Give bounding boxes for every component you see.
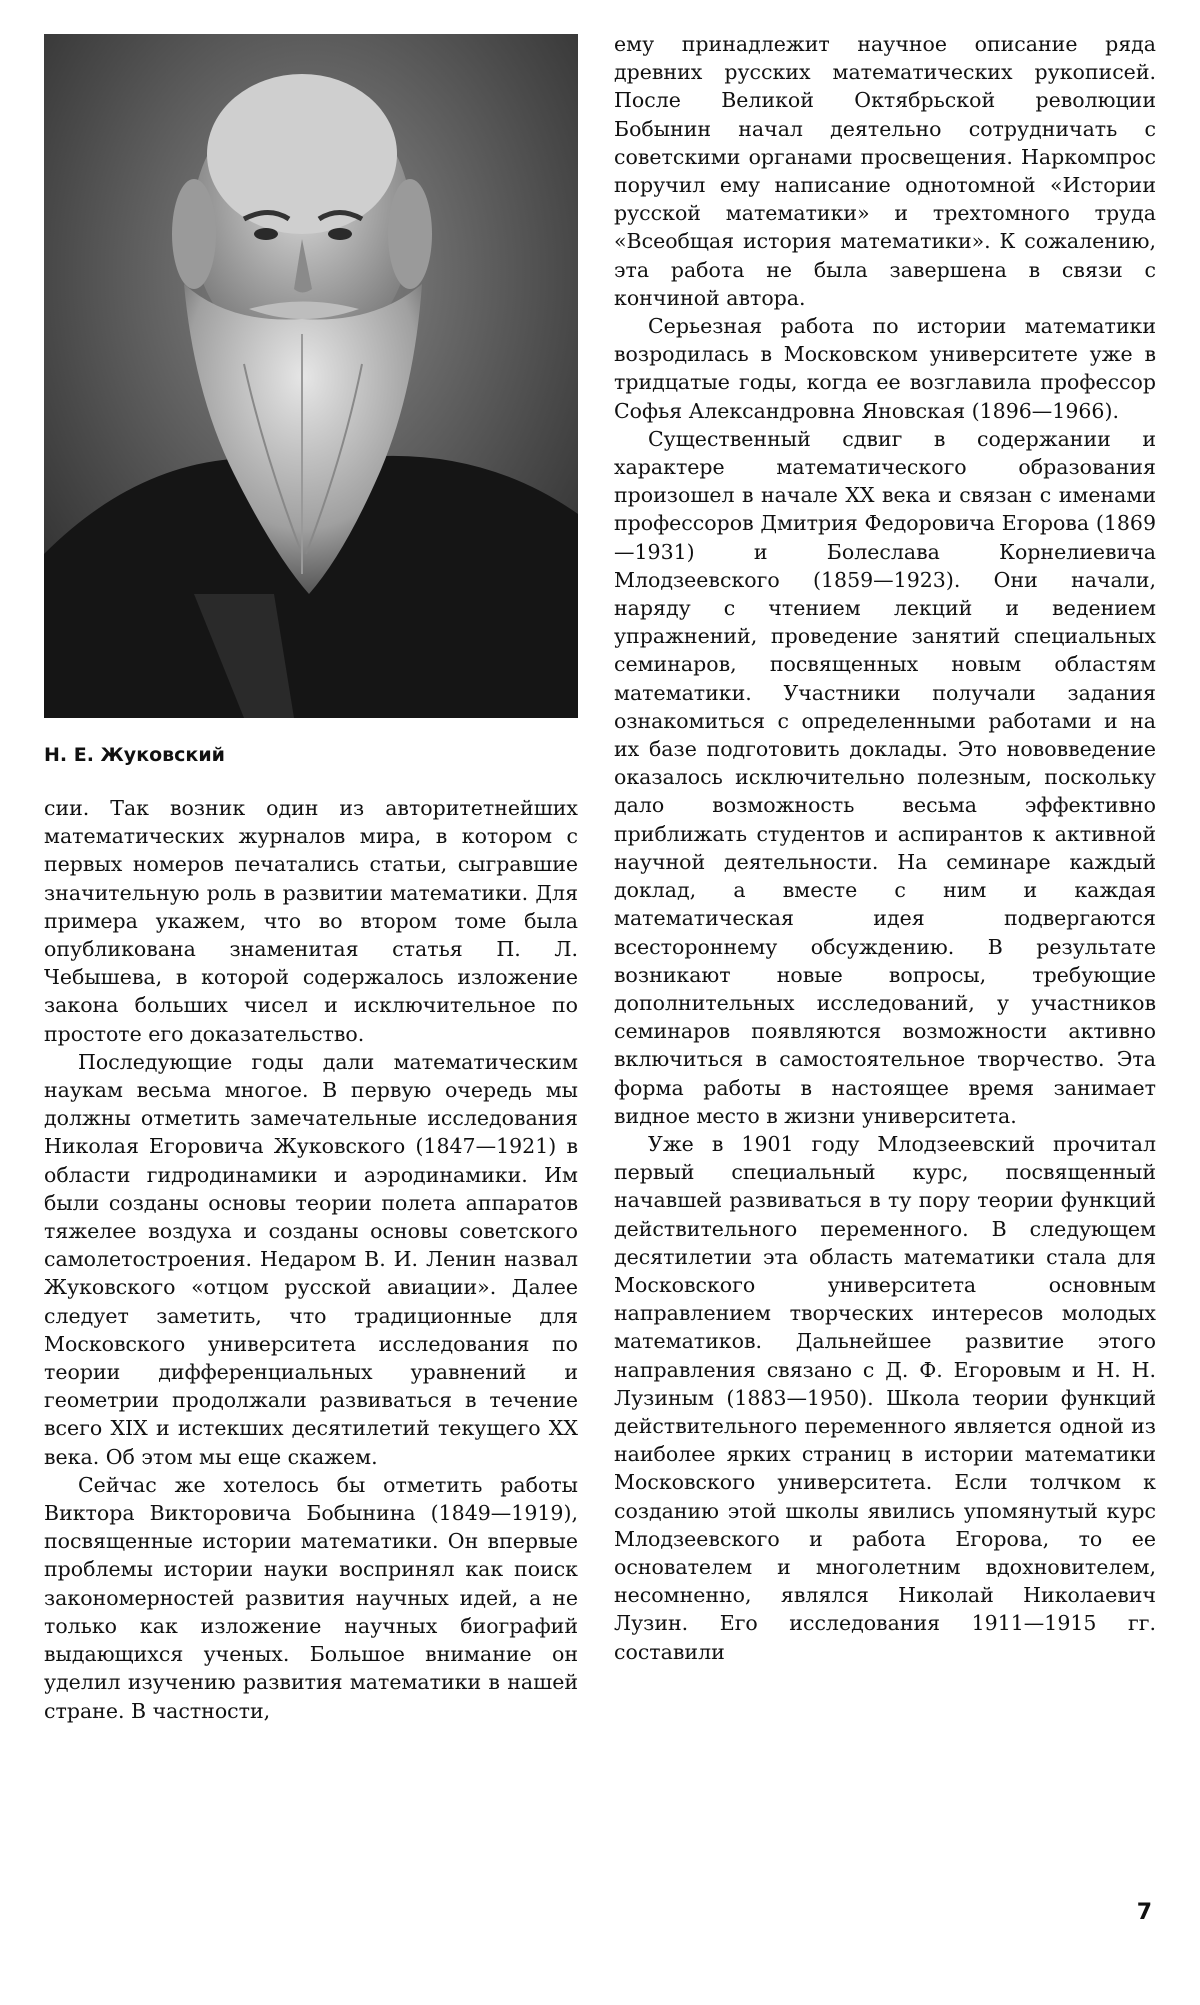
- left-column: [44, 34, 578, 1725]
- photo-caption: Н. Е. Жуковский: [44, 744, 225, 766]
- left-paragraph-1: сии. Так возник один из авторитетнейших математических журналов мира, в котором с первых номеров печатались статьи, сыгравшие значительную роль в развитии математики. Для примера укажем, что во втором томе была опубликована знаменитая статья П. Л. Чебышева, в которой содержалось изложение закона больших чисел и исключительное по простоте его доказательство.: [44, 796, 578, 1046]
- right-paragraph-1: ему принадлежит научное описание ряда древних русских математических рукописей. После Великой Октябрьской революции Бобынин начал деятельно сотрудничать с советскими органами просвещения. Наркомпрос поручил ему написание однотомной «Истории русской математики» и трехтомного труда «Всеобщая история математики». К сожалению, эта работа не была завершена в связи с кончиной автора.: [614, 32, 1156, 310]
- right-paragraph-3: Существенный сдвиг в содержании и характере математического образования произошел в начале XX века и связан с именами профессоров Дмитрия Федоровича Егорова (1869—1931) и Болеслава Корнелиевича Млодзеевского (1859—1923). Они начали, наряду с чтением лекций и ведением упражнений, проведение занятий специальных семинаров, посвященных новым областям математики. Участники получали задания ознакомиться с определенными работами и на их базе подготовить доклады. Это нововведение оказалось исключительно полезным, поскольку дало возможность весьма эффективно приближать студентов и аспирантов к активной научной деятельности. На семинаре каждый доклад, а вместе с ним и каждая математическая идея подвергаются всестороннему обсуждению. В результате возникают новые вопросы, требующие дополнительных исследований, у участников семинаров появляются возможности активно включиться в самостоятельное творчество. Эта форма работы в настоящее время занимает видное место в жизни университета.: [614, 426, 1156, 1128]
- left-paragraph-3: Сейчас же хотелось бы отметить работы Виктора Викторовича Бобынина (1849—1919), посвященные истории математики. Он впервые проблемы истории науки воспринял как поиск закономерностей развития научных идей, а не только как изложение научных биографий выдающихся ученых. Большое внимание он уделил изучению развития математики в нашей стране. В частности,: [44, 1472, 578, 1723]
- right-paragraph-2: Серьезная работа по истории математики возродилась в Московском университете уже в тридцатые годы, когда ее возглавила профессор Софья Александровна Яновская (1896—1966).: [614, 314, 1156, 423]
- portrait-photo: [44, 34, 578, 718]
- left-paragraph-2: Последующие годы дали математическим наукам весьма многое. В первую очередь мы должны отметить замечательные исследования Николая Егоровича Жуковского (1847—1921) в области гидродинамики и аэродинамики. Им были созданы основы теории полета аппаратов тяжелее воздуха и созданы основы советского самолетостроения. Недаром В. И. Ленин назвал Жуковского «отцом русской авиации». Далее следует заметить, что традиционные для Московского университета исследования по теории дифференциальных уравнений и геометрии продолжали развиваться в течение всего XIX и истекших десятилетий текущего XX века. Об этом мы еще скажем.: [44, 1049, 578, 1469]
- right-column: [614, 30, 1156, 1666]
- right-paragraph-4: Уже в 1901 году Млодзеевский прочитал первый специальный курс, посвященный начавшей развиваться в ту пору теории функций действительного переменного. В следующем десятилетии эта область математики стала для Московского университета основным направлением творческих интересов молодых математиков. Дальнейшее развитие этого направления связано с Д. Ф. Егоровым и Н. Н. Лузиным (1883—1950). Школа теории функций действительного переменного является одной из наиболее ярких страниц в истории математики Московского университета. Если толчком к созданию этой школы явились упомянутый курс Млодзеевского и работа Егорова, то ее основателем и многолетним вдохновителем, несомненно, являлся Николай Николаевич Лузин. Его исследования 1911—1915 гг. составили: [614, 1131, 1156, 1664]
- page-number: 7: [1136, 1900, 1152, 1925]
